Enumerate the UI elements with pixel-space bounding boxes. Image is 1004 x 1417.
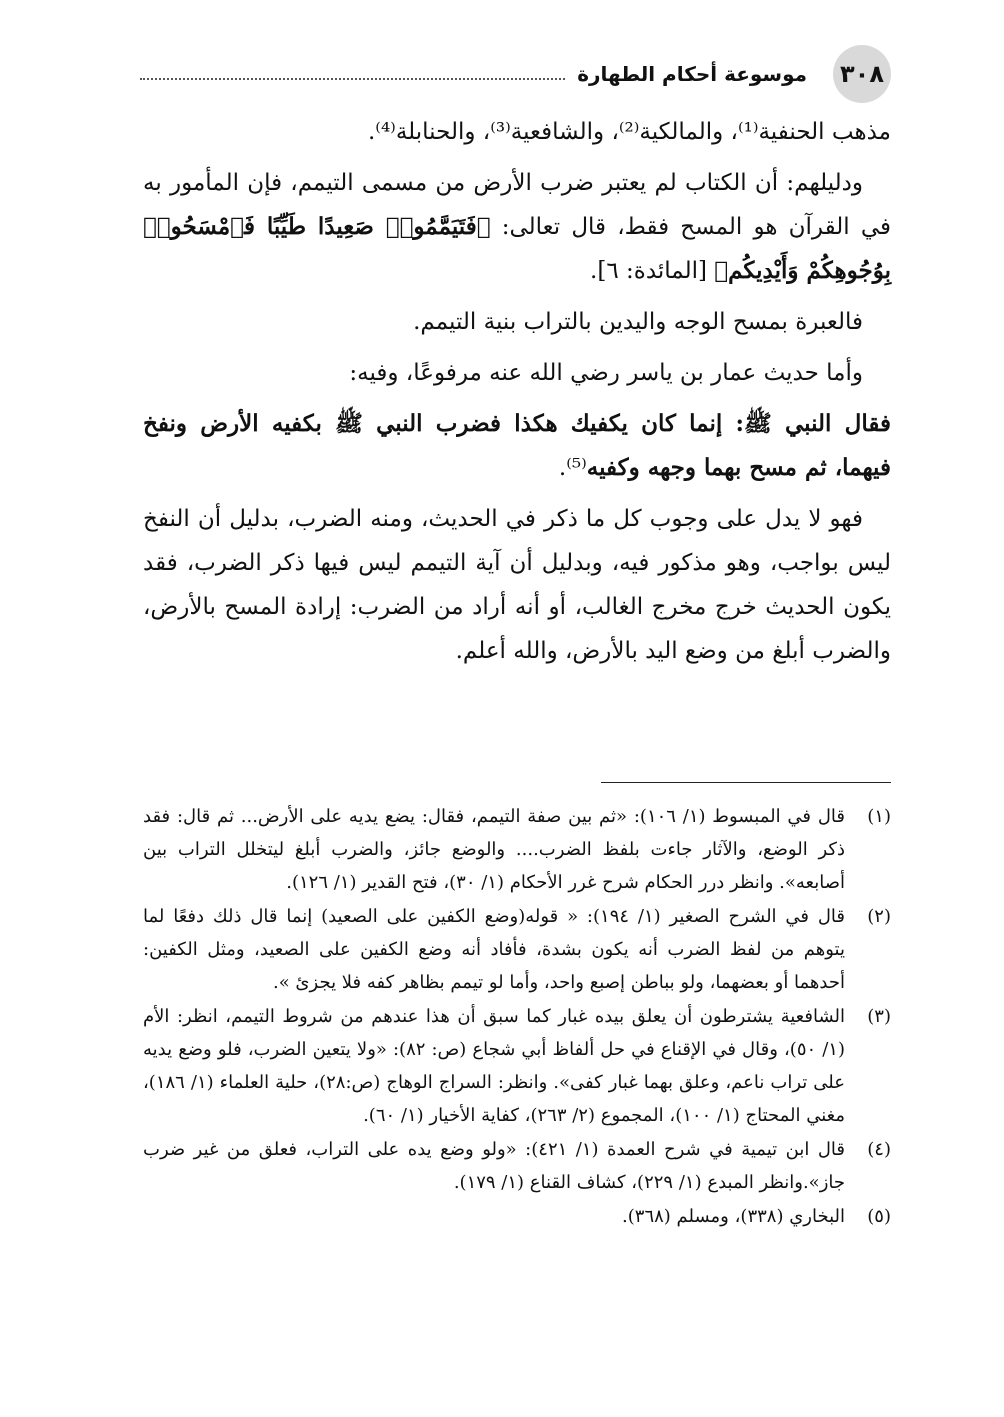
footnote-text: البخاري (٣٣٨)، ومسلم (٣٦٨). xyxy=(622,1206,845,1227)
hadith-footnote-ref: ⁽⁵⁾. xyxy=(558,455,587,481)
footnote-text: قال في الشرح الصغير (١/ ١٩٤): « قوله(وضع الكفين على الصعيد) إنما قال ذلك دفعًا لما يتوهم من لفظ الضرب أنه يكون بشدة، فأفاد أنه وضع الكفين على الصعيد، ومثل الكفين: أحدهما أو بعضهما، ولو بباطن إصبع واحد، وأما لو تيمم بظاهر كفه فلا يجزئ ». xyxy=(143,906,845,993)
footnote-number: (٣) xyxy=(867,1006,891,1027)
footnote-text: قال في المبسوط (١/ ١٠٦): «ثم بين صفة التيمم، فقال: يضع يديه على الأرض... ثم قال: فقد ذكر الوضع، والآثار جاءت بلفظ الضرب.... والوضع جائز، والضرب أبلغ ليتخلل التراب بين أصابعه». وانظر درر الحكام شرح غرر الأحكام (١/ ٣٠)، فتح القدير (١/ ١٢٦). xyxy=(143,806,845,893)
paragraph-evidence xyxy=(143,161,891,293)
footnote-separator xyxy=(601,782,891,783)
footnote-text: قال ابن تيمية في شرح العمدة (١/ ٤٢١): «ولو وضع يده على التراب، فعلق من غير ضرب جاز».وانظر المبدع (١/ ٢٢٩)، كشاف القناع (١/ ١٧٩). xyxy=(143,1139,845,1193)
header-dotted-rule xyxy=(140,78,565,80)
footnotes xyxy=(143,800,891,1234)
paragraph-hadith xyxy=(143,402,891,490)
footnote-number: (٤) xyxy=(867,1139,891,1160)
footnote-item xyxy=(143,1200,891,1233)
hadith-text: فقال النبي ﷺ: إنما كان يكفيك هكذا فضرب النبي ﷺ بكفيه الأرض ونفخ فيهما، ثم مسح بهما وجهه وكفيه xyxy=(143,410,891,481)
quran-verse: ﴿فَتَيَمَّمُوا۟ صَعِيدًا طَيِّبًا فَٱمْسَحُوا۟ بِوُجُوهِكُمْ وَأَيْدِيكُم﴾ xyxy=(143,213,891,284)
footnote-item xyxy=(143,1133,891,1199)
footnote-item xyxy=(143,800,891,899)
paragraph-ammar-intro: وأما حديث عمار بن ياسر رضي الله عنه مرفوعًا، وفيه: xyxy=(349,360,863,386)
book-title: موسوعة أحكام الطهارة xyxy=(577,62,807,86)
footnote-number: (١) xyxy=(867,806,891,827)
page-number: ٣٠٨ xyxy=(833,45,891,103)
page-header xyxy=(140,42,891,106)
main-text xyxy=(143,110,891,680)
footnote-text: الشافعية يشترطون أن يعلق بيده غبار كما سبق أن هذا عندهم من شروط التيمم، انظر: الأم (١/ ٥٠)، وقال في الإقناع في حل ألفاظ أبي شجاع (ص: ٨٢): «ولا يتعين الضرب، فلو وضع يديه على تراب ناعم، وعلق بهما غبار كفى». وانظر: السراج الوهاج (ص:٢٨)، حلية العلماء (١/ ١٨٦)، مغني المحتاج (١/ ١٠٠)، المجموع (٢/ ٢٦٣)، كفاية الأخيار (١/ ٦٠). xyxy=(143,1006,845,1126)
footnote-number: (٢) xyxy=(867,906,891,927)
paragraph-intention: فالعبرة بمسح الوجه واليدين بالتراب بنية التيمم. xyxy=(413,309,863,335)
footnote-item xyxy=(143,900,891,999)
evidence-text: ودليلهم: أن الكتاب لم يعتبر ضرب الأرض من مسمى التيمم، فإن المأمور به في القرآن هو المسح فقط، قال تعالى: xyxy=(143,170,891,240)
footnote-item xyxy=(143,1000,891,1132)
verse-reference: [المائدة: ٦]. xyxy=(590,258,715,284)
footnote-number: (٥) xyxy=(867,1206,891,1227)
paragraph-conclusion: فهو لا يدل على وجوب كل ما ذكر في الحديث، ومنه الضرب، بدليل أن النفخ ليس بواجب، وهو مذكور فيه، وبدليل أن آية التيمم ليس فيها ذكر الضرب، فقد يكون الحديث خرج مخرج الغالب، أو أنه أراد من الضرب: إرادة المسح بالأرض، والضرب أبلغ من وضع اليد بالأرض، والله أعلم. xyxy=(143,506,891,664)
paragraph-madhhab-list: مذهب الحنفية⁽¹⁾، والمالكية⁽²⁾، والشافعية⁽³⁾، والحنابلة⁽⁴⁾. xyxy=(367,119,891,145)
